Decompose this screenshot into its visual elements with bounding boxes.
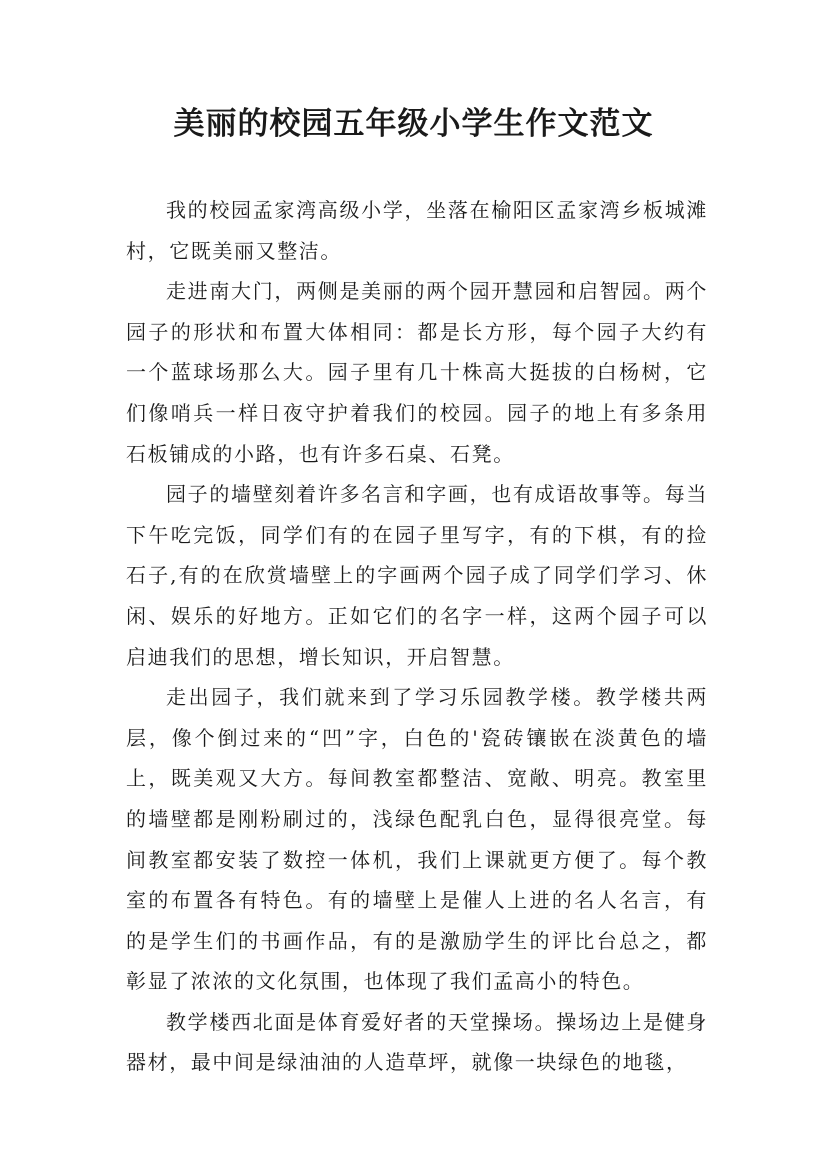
paragraph-2: 走进南大门，两侧是美丽的两个园开慧园和启智园。两个园子的形状和布置大体相同：都是长方形，每个园子大约有一个蓝球场那么大。园子里有几十株高大挺拔的白杨树，它们像哨兵一样日夜守护着我们的校园。园子的地上有多条用石板铺成的小路，也有许多石桌、石凳。 <box>126 279 708 466</box>
paragraph-3: 园子的墙壁刻着许多名言和字画，也有成语故事等。每当下午吃完饭，同学们有的在园子里写字，有的下棋，有的捡石子,有的在欣赏墙壁上的字画两个园子成了同学们学习、休闲、娱乐的好地方。正如它们的名字一样，这两个园子可以启迪我们的思想，增长知识，开启智慧。 <box>126 482 708 669</box>
document-title: 美丽的校园五年级小学生作文范文 <box>173 106 654 142</box>
paragraph-5: 教学楼西北面是体育爱好者的天堂操场。操场边上是健身器材，最中间是绿油油的人造草坪，就像一块绿色的地毯， <box>126 1009 708 1075</box>
document-body <box>126 190 708 1083</box>
paragraph-1: 我的校园孟家湾高级小学，坐落在榆阳区孟家湾乡板城滩村，它既美丽又整洁。 <box>126 198 708 263</box>
paragraph-4: 走出园子，我们就来到了学习乐园教学楼。教学楼共两层，像个倒过来的“凹”字，白色的'瓷砖镶嵌在淡黄色的墙上，既美观又大方。每间教室都整洁、宽敞、明亮。教室里的墙壁都是刚粉刷过的，浅绿色配乳白色，显得很亮堂。每间教室都安装了数控一体机，我们上课就更方便了。每个教室的布置各有特色。有的墙壁上是催人上进的名人名言，有的是学生们的书画作品，有的是激励学生的评比台总之，都彰显了浓浓的文化氛围，也体现了我们孟高小的特色。 <box>126 685 708 994</box>
